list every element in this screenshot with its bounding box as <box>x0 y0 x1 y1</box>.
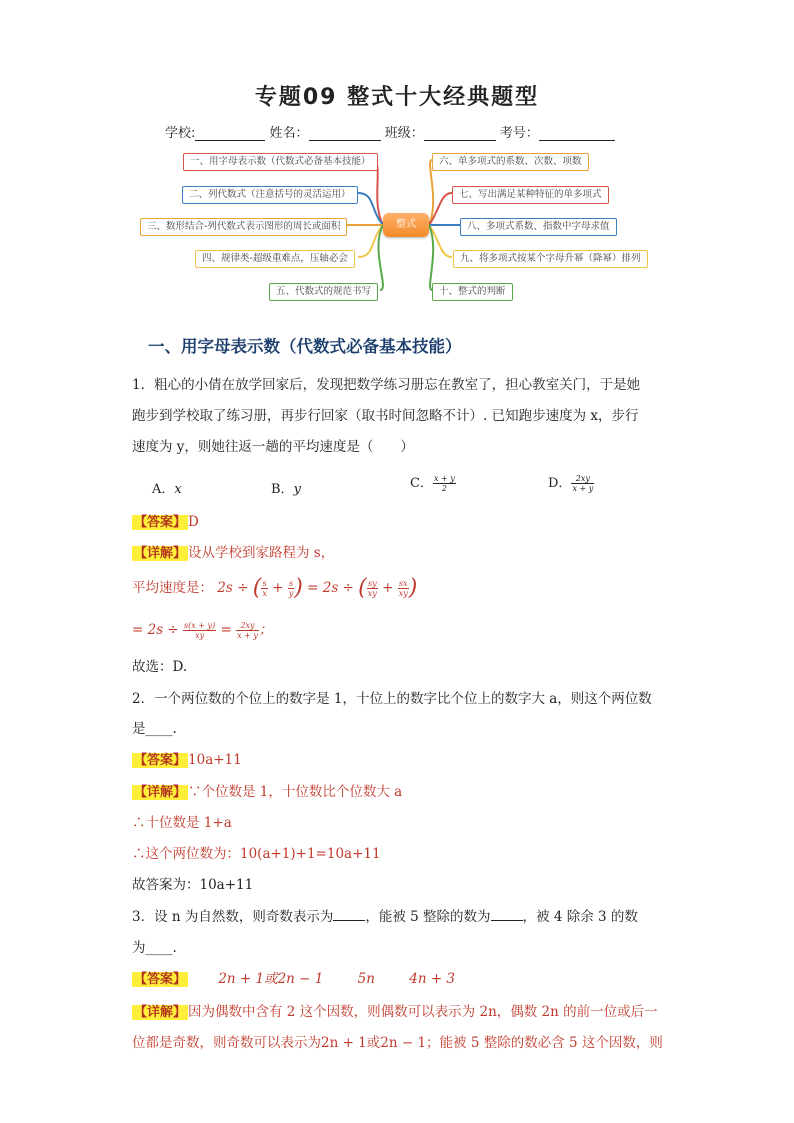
q2-answer-value: 10a+11 <box>188 752 242 768</box>
q2-line1: 2．一个两位数的个位上的数字是 1，十位上的数字比个位上的数字大 a，则这个两位数 <box>132 691 652 707</box>
q3-blank-1 <box>333 908 365 921</box>
q1-answer-value: D <box>188 514 199 530</box>
number-blank <box>539 126 615 141</box>
name-label: 姓名： <box>269 126 309 141</box>
q1-line3: 速度为 y，则她往返一趟的平均速度是（ ） <box>132 439 414 455</box>
answer-tag: 【答案】 <box>134 515 187 530</box>
q1-detail3 <box>132 620 272 640</box>
option-a-label: A． <box>152 482 175 497</box>
q1-option-c <box>410 472 456 493</box>
q1-option-d <box>548 472 594 493</box>
mindmap-node-l2: 二、列代数式（注意括号的灵活运用） <box>182 186 358 204</box>
q2-detail1-text: ∵个位数是 1，十位数比个位数大 a <box>188 784 403 800</box>
option-c-denominator: 2 <box>441 484 447 493</box>
q3-blank-2 <box>491 908 523 921</box>
q2-detail2: ∴十位数是 1+a <box>132 815 232 831</box>
mindmap-node-r3: 八、多项式系数、指数中字母求值 <box>460 218 617 236</box>
q2-answer <box>132 750 242 771</box>
q3-answer-2: 5n <box>357 971 375 987</box>
option-b-value: y <box>293 482 301 497</box>
q1-detail1-text: 设从学校到家路程为 s， <box>188 545 335 561</box>
q1-detail2-label: 平均速度是： <box>132 580 213 596</box>
mindmap-node-r2: 七、写出满足某种特征的单多项式 <box>452 186 609 204</box>
q1-detail2-math: 2s ÷ ( $\frac{s}{x}$ + $\frac{s}{y}$ ) = 2s ÷ ( $\frac{sy}{xy}$ + $\frac{sx}{xy}$ ) <box>217 575 418 601</box>
q2-line2: 是____. <box>132 721 177 737</box>
mindmap-node-l1: 一、用字母表示数（代数式必备基本技能） <box>183 153 378 171</box>
class-blank <box>424 126 496 141</box>
class-label: 班级： <box>384 126 424 141</box>
q3-detail1-text: 因为偶数中含有 2 这个因数，则偶数可以表示为 2n，偶数 2n 的前一位或后一 <box>188 1004 658 1020</box>
q1-option-b <box>271 478 301 497</box>
answer-tag: 【答案】 <box>134 753 187 768</box>
q1-line2: 跑步到学校取了练习册，再步行回家（取书时间忽略不计）. 已知跑步速度为 x，步行 <box>132 408 639 424</box>
q1-option-a <box>152 478 182 497</box>
connector-r5 <box>429 225 433 290</box>
option-d-numerator: 2xy <box>571 474 594 484</box>
option-d-denominator: x + y <box>572 484 594 493</box>
option-a-value: x <box>174 482 182 497</box>
q3-line1 <box>132 907 638 927</box>
q3-line1-part-b: ，能被 5 整除的数为 <box>365 909 491 925</box>
connector-l5 <box>378 225 383 290</box>
mindmap-node-r5: 十、整式的判断 <box>432 283 513 301</box>
q3-line1-part-c: ，被 4 除余 3 的数 <box>522 909 638 925</box>
mindmap-node-l5: 五、代数式的规范书写 <box>269 283 378 301</box>
q1-line1: 1．粗心的小倩在放学回家后，发现把数学练习册忘在教室了，担心教室关门，于是她 <box>132 377 641 393</box>
mindmap-node-r4: 九、将多项式按某个字母升幂（降幂）排列 <box>453 250 648 268</box>
q1-answer <box>132 512 199 533</box>
option-c-label: C． <box>410 476 433 491</box>
q1-detail1 <box>132 543 334 564</box>
school-blank <box>195 126 265 141</box>
q3-answer-1: 2n + 1或2n − 1 <box>218 971 324 987</box>
name-blank <box>309 126 381 141</box>
q3-answer <box>132 969 455 990</box>
q3-detail1 <box>132 1002 658 1023</box>
option-c-numerator: x + y <box>433 474 455 483</box>
number-label: 考号： <box>499 126 539 141</box>
q1-detail3-math: = 2s ÷ $\frac{s(x + y)}{xy}$ = $\frac{2xy}{x + y}$ ； <box>132 621 273 640</box>
detail-tag: 【详解】 <box>134 1005 187 1020</box>
mindmap-center: 整式 <box>383 213 429 237</box>
option-b-label: B． <box>271 482 294 497</box>
detail-tag: 【详解】 <box>134 785 187 800</box>
option-d-label: D． <box>548 476 572 491</box>
page-title: 专题09 整式十大经典题型 <box>254 85 540 110</box>
q1-detail2 <box>132 575 418 601</box>
q2-detail4: 故答案为：10a+11 <box>132 877 254 893</box>
detail-tag: 【详解】 <box>134 546 187 561</box>
school-label: 学校: <box>165 126 196 141</box>
q3-answer-3: 4n + 3 <box>409 971 456 987</box>
mindmap-node-l3: 三、数形结合-列代数式表示图形的周长或面积 <box>140 218 347 236</box>
mindmap-node-r1: 六、单多项式的系数、次数、项数 <box>432 153 589 171</box>
section-heading-1: 一、用字母表示数（代数式必备基本技能） <box>148 337 462 356</box>
q3-detail2: 位都是奇数，则奇数可以表示为2n + 1或2n − 1；能被 5 整除的数必含 5 这个因数，则 <box>132 1035 663 1051</box>
connector-l2 <box>358 193 383 225</box>
q1-detail4: 故选：D. <box>132 659 188 675</box>
q2-detail3: ∴这个两位数为：10(a+1)+1=10a+11 <box>132 846 381 862</box>
q3-line1-part-a: 3．设 n 为自然数，则奇数表示为 <box>132 909 334 925</box>
student-info <box>165 122 615 141</box>
answer-tag: 【答案】 <box>134 972 187 987</box>
mindmap-node-l4: 四、规律类-超级重难点，压轴必会 <box>195 250 355 268</box>
q3-line2: 为____. <box>132 940 177 956</box>
q2-detail1 <box>132 782 402 803</box>
